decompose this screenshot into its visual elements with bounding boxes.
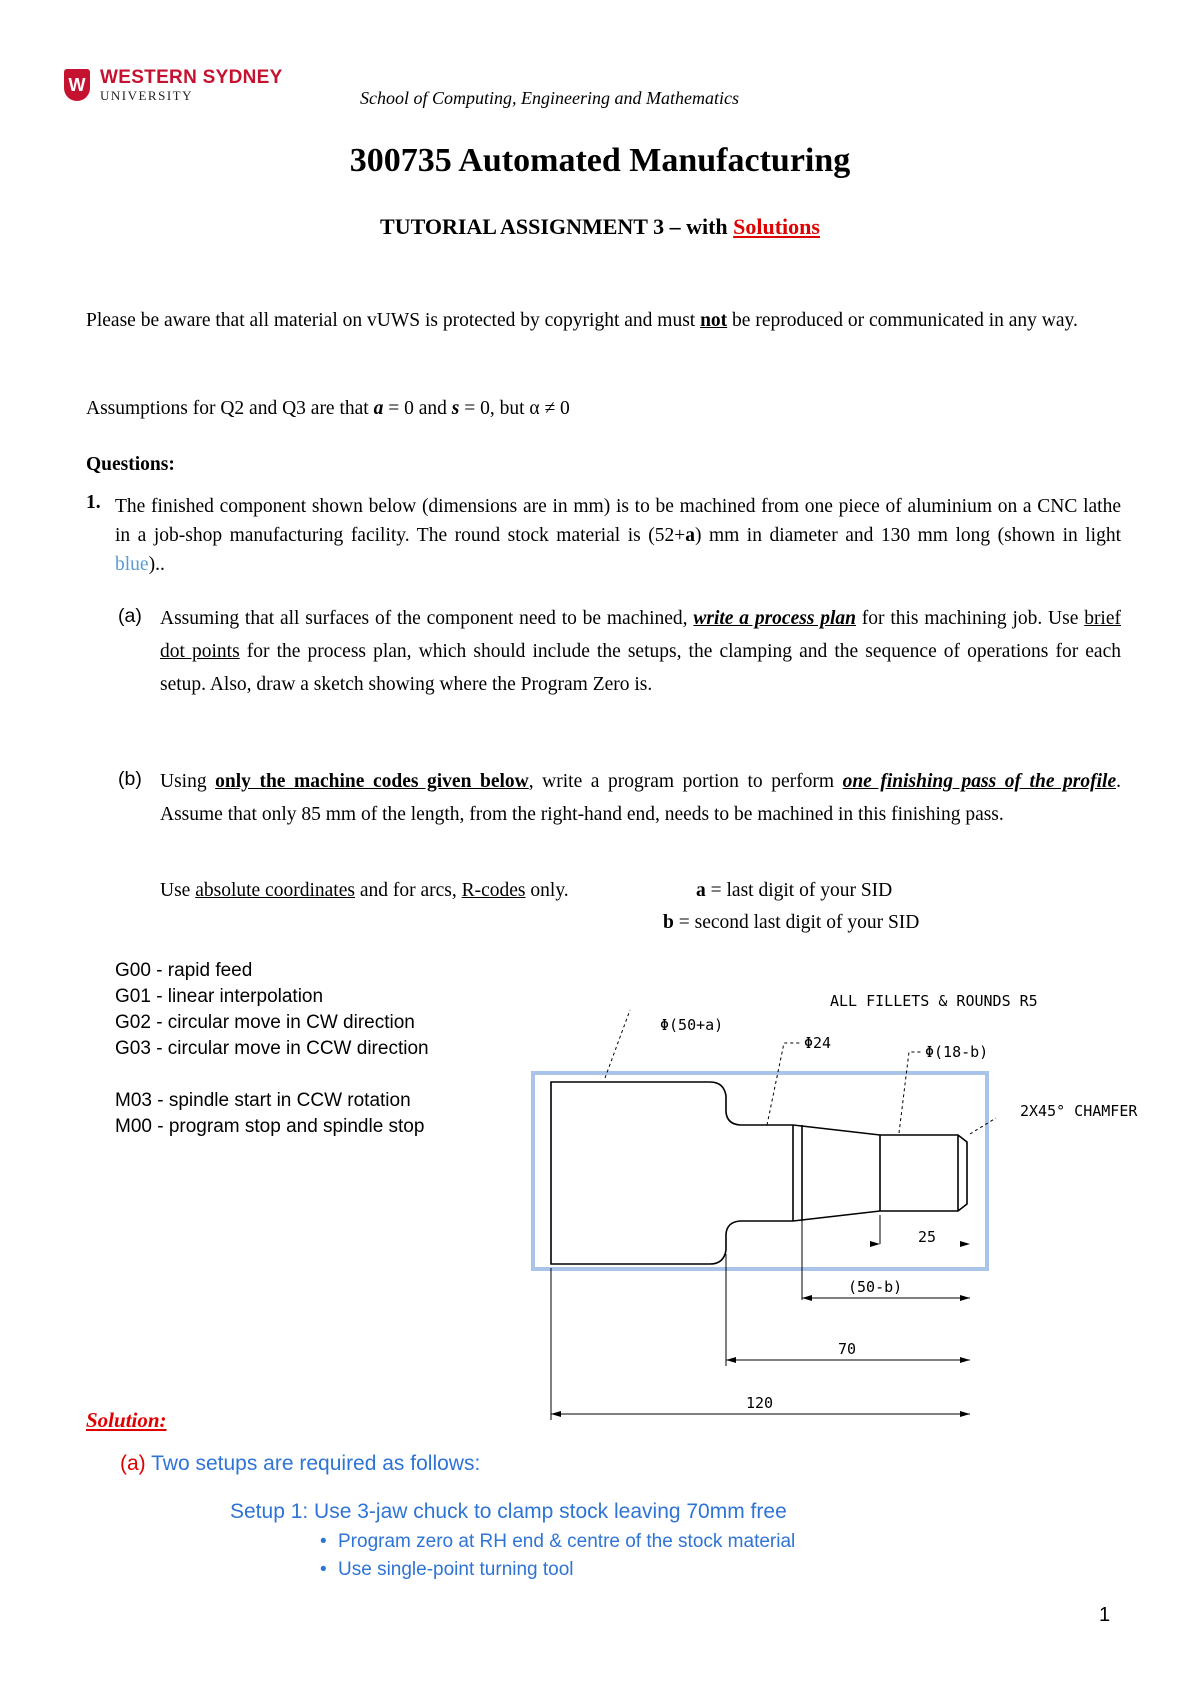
part-b-emph1: only the machine codes given below [215,771,529,792]
arrow-head [870,1241,880,1247]
part-b-label: (b) [118,768,142,790]
arrow-head [726,1357,736,1363]
q1-var-a: a [685,525,695,546]
code-item: G01 - linear interpolation [115,986,324,1007]
part-a-t1: Assuming that all surfaces of the component need to be machined, [160,608,694,629]
b-def-var: b [663,912,674,933]
assumptions-var-s: s [451,398,460,419]
copyright-part1: Please be aware that all material on vUWS is protected by copyright and must [86,310,701,331]
q1-text-1: The finished component shown below (dimensions are in mm) is to be machined from one piece of aluminium on a CNC lathe in a job-shop manufacturing facility. The round stock material is (52+ [115,496,1121,546]
q1-text-2: ) mm in diameter and 130 mm long (shown in light [694,525,1121,546]
arrow-head [960,1241,970,1247]
leader-line [767,1043,800,1125]
questions-heading: Questions: [86,454,175,475]
code-item: M00 - program stop and spindle stop [115,1116,425,1137]
drawing-note: ALL FILLETS & ROUNDS R5 [830,992,1038,1010]
assumptions-part3: = 0, but α ≠ 0 [459,398,570,419]
solution-part-label: (a) [120,1452,146,1475]
code-item: M03 - spindle start in CCW rotation [115,1090,411,1111]
dim-70-label: 70 [838,1340,857,1358]
school-name: School of Computing, Engineering and Mathematics [360,88,739,108]
usage-u1: absolute coordinates [195,880,355,901]
list-item: • Program zero at RH end & centre of the stock material [338,1531,795,1553]
assumptions-var-a: a [373,398,384,419]
leader-line [970,1118,996,1134]
chamfer-label: 2X45° CHAMFER [1020,1102,1138,1120]
dim-25-label: 25 [918,1228,937,1246]
part-b-t3: . Assume that only 85 mm of the length, from the right-hand end, needs to be machined in this finishing pass. [160,771,1121,825]
a-def-var: a [696,880,706,901]
part-a-label: (a) [118,605,142,627]
assumptions-part1: Assumptions for Q2 and Q3 are that [86,398,374,419]
a-def-text: = last digit of your SID [705,880,893,901]
dia-small-label: Φ(18-b) [925,1043,989,1061]
arrow-head [551,1411,561,1417]
part-b-t2: , write a program portion to perform [528,771,843,792]
subtitle-prefix: TUTORIAL ASSIGNMENT 3 – with [380,214,734,239]
page-title: 300735 Automated Manufacturing [349,142,851,179]
part-b-t1: Using [160,771,216,792]
dia-mid-label: Φ24 [804,1034,832,1052]
b-def-text: = second last digit of your SID [673,912,920,933]
part-a-emph2: brief dot points [160,608,1121,662]
dia-large-label: Φ(50+a) [660,1016,724,1034]
part-a-t2: for this machining job. Use [855,608,1085,629]
usage-t3: only. [525,880,569,901]
logo-line-2: UNIVERSITY [100,88,193,103]
copyright-emph: not [700,310,728,331]
code-item: G00 - rapid feed [115,960,253,981]
usage-t2: and for arcs, [354,880,462,901]
part-b-emph2: one finishing pass of the profile [842,771,1117,792]
part-a-t3: for the process plan, which should include the setups, the clamping and the sequence of operations for each setup. Also, draw a sketch showing where the Program Zero is. [160,641,1121,695]
subtitle-solutions: Solutions [733,214,820,239]
setup-1: Setup 1: Use 3-jaw chuck to clamp stock leaving 70mm free [230,1500,787,1523]
arrow-head [960,1357,970,1363]
leader-line [605,1010,630,1078]
list-item: • Use single-point turning tool [338,1559,574,1581]
code-item: G03 - circular move in CCW direction [115,1038,429,1059]
arrow-head [960,1295,970,1301]
question-number: 1. [86,492,101,513]
solution-part-a [120,1452,480,1476]
dim-120-label: 120 [746,1394,774,1412]
copyright-part2: be reproduced or communicated in any way. [727,310,1078,331]
shield-icon: W [64,69,90,101]
code-item: G02 - circular move in CW direction [115,1012,415,1033]
q1-blue-word: blue [115,554,149,575]
leader-line [899,1052,922,1133]
q1-text-3: ).. [148,554,165,575]
arrow-head [960,1411,970,1417]
page-number: 1 [1099,1604,1111,1626]
solution-part-text: Two setups are required as follows: [145,1452,481,1475]
dim-50b-label: (50-b) [848,1278,903,1296]
assumptions-part2: = 0 and [383,398,452,419]
usage-t1: Use [160,880,196,901]
logo-line-1: WESTERN SYDNEY [100,67,283,88]
solution-heading: Solution: [86,1408,167,1432]
arrow-head [802,1295,812,1301]
usage-u2: R-codes [461,880,526,901]
part-a-emph1: write a process plan [693,608,856,629]
part-profile [551,1082,967,1264]
